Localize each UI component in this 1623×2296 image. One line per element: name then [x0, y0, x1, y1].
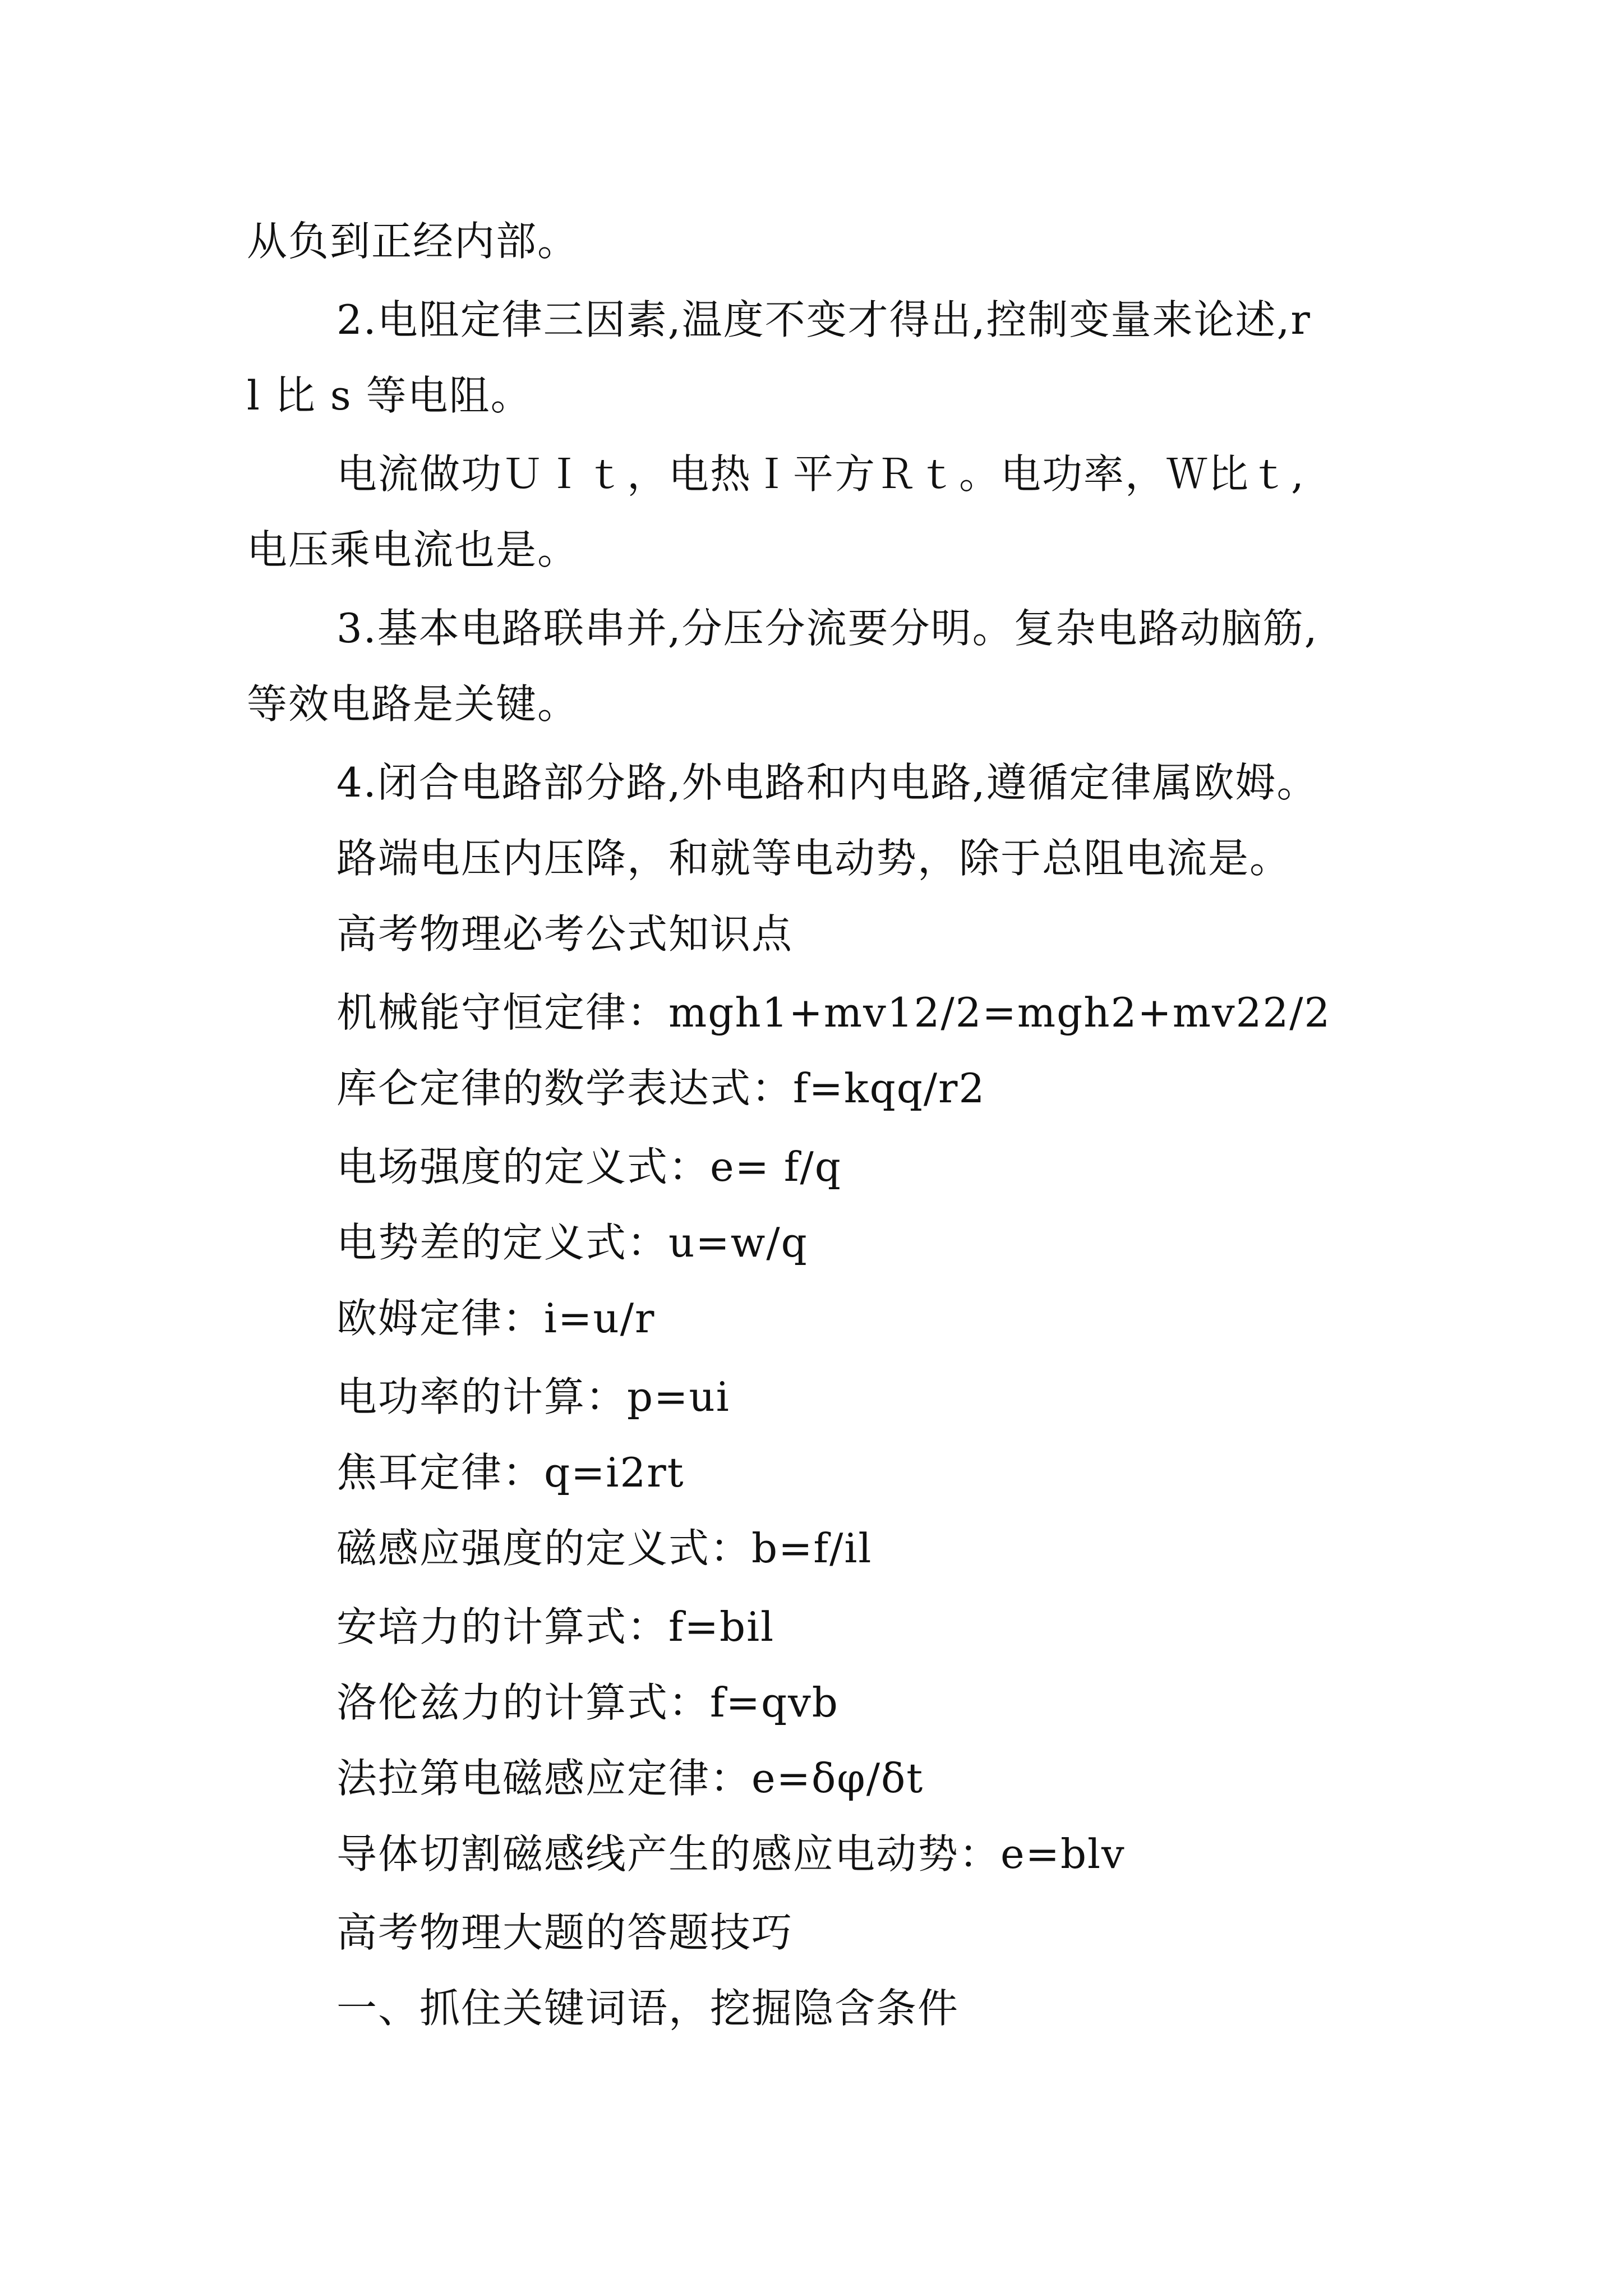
text-line: 电压乘电流也是。	[247, 526, 579, 573]
text-line: 路端电压内压降，和就等电动势，除于总阻电流是。	[336, 835, 1292, 882]
text-line: 3.基本电路联串并,分压分流要分明。复杂电路动脑筋,	[336, 605, 1318, 652]
formula-line: 磁感应强度的定义式：b=f/il	[336, 1525, 873, 1572]
text-line: 2.电阻定律三因素,温度不变才得出,控制变量来论述,r	[336, 296, 1311, 343]
subsection-heading: 一、抓住关键词语，挖掘隐含条件	[336, 1985, 960, 2032]
section-heading: 高考物理必考公式知识点	[336, 910, 794, 958]
formula-line: 库仑定律的数学表达式：f=kqq/r2	[336, 1065, 986, 1112]
formula-line: 电势差的定义式：u=w/q	[336, 1219, 808, 1266]
formula-line: 机械能守恒定律：mgh1+mv12/2=mgh2+mv22/2	[336, 989, 1331, 1036]
text-line: 等效电路是关键。	[247, 680, 579, 728]
formula-line: 焦耳定律：q=i2rt	[336, 1449, 685, 1496]
section-heading: 高考物理大题的答题技巧	[336, 1909, 794, 1956]
text-line: l 比 s 等电阻。	[247, 372, 532, 419]
formula-line: 安培力的计算式：f=bil	[336, 1603, 775, 1650]
text-line: 电流做功ＵＩｔ，电热Ｉ平方Ｒｔ。电功率，Ｗ比ｔ,	[336, 450, 1305, 498]
formula-line: 法拉第电磁感应定律：e=δφ/δt	[336, 1755, 924, 1802]
formula-line: 电功率的计算：p=ui	[336, 1373, 730, 1420]
formula-line: 欧姆定律：i=u/r	[336, 1295, 656, 1342]
formula-line: 导体切割磁感线产生的感应电动势：e=blv	[336, 1830, 1126, 1878]
text-line: 从负到正经内部。	[247, 218, 579, 265]
text-line: 4.闭合电路部分路,外电路和内电路,遵循定律属欧姆。	[336, 759, 1318, 806]
formula-line: 电场强度的定义式：e= f/q	[336, 1143, 842, 1190]
formula-line: 洛伦兹力的计算式：f=qvb	[336, 1679, 839, 1726]
